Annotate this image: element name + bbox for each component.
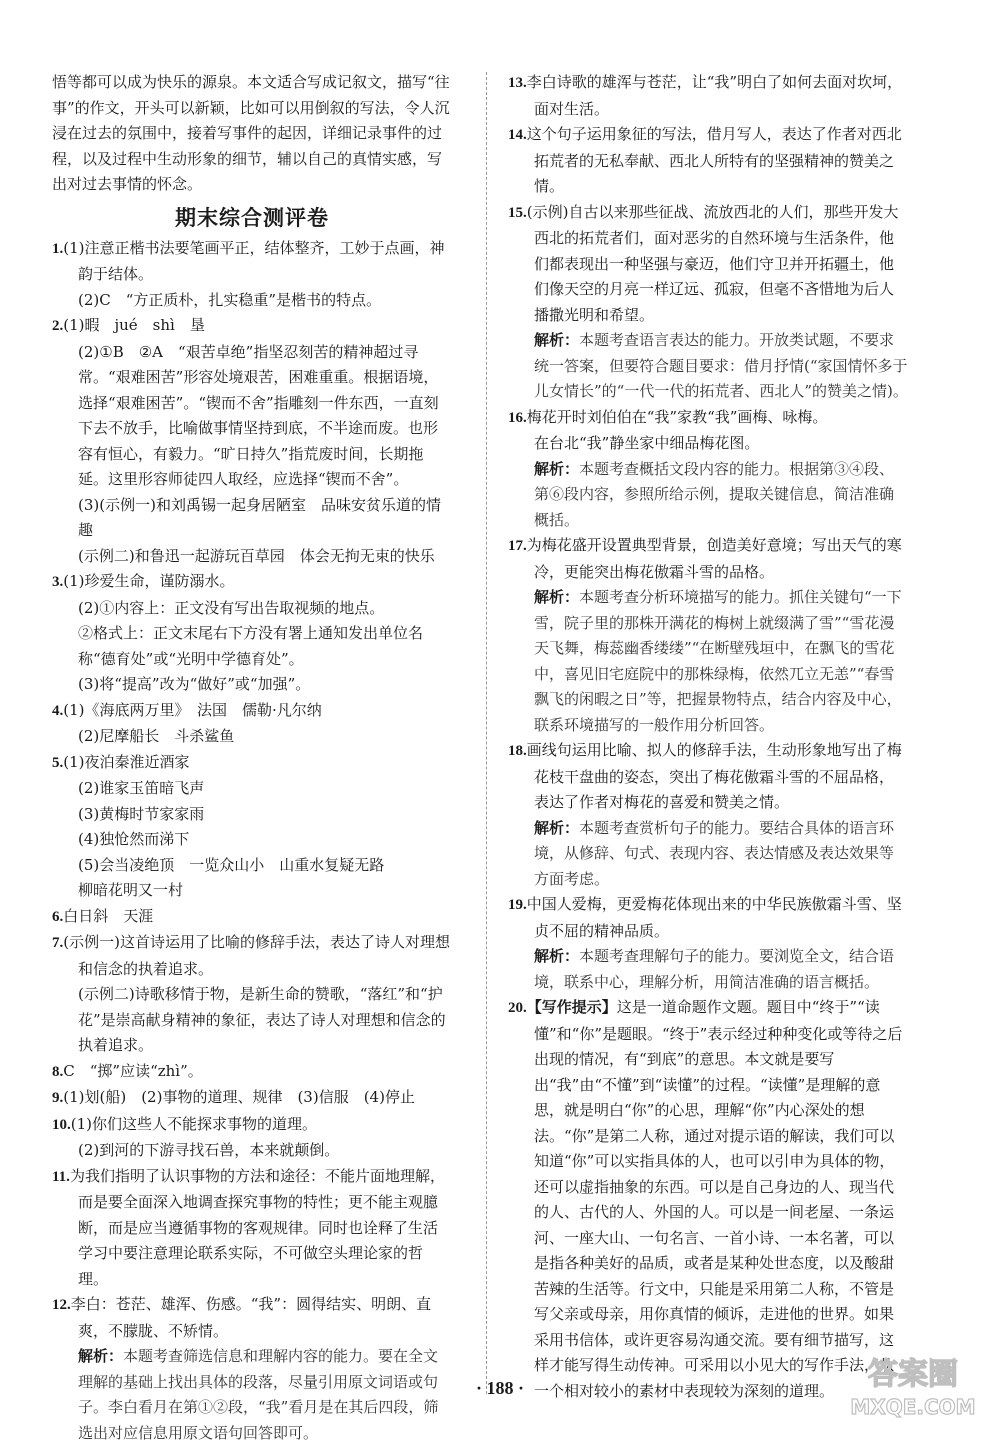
q16-part-2: 在台北“我”静坐家中细品梅花图。 [534, 434, 760, 452]
q7-part-1: (示例一)这首诗运用了比喻的修辞手法，表达了诗人对理想和信念的执着追求。 [63, 933, 450, 978]
q15-number: 15. [508, 204, 527, 221]
q1-part-2: (2)C “方正质朴，扎实稳重”是楷书的特点。 [78, 290, 382, 309]
section-title: 期末综合测评卷 [175, 205, 329, 230]
q12-explanation-label: 解析： [78, 1347, 124, 1365]
q16-explanation-label: 解析： [534, 459, 580, 478]
column-divider [486, 72, 487, 1394]
q5-part-4: (4)独怆然而涕下 [78, 830, 190, 848]
question-20 [508, 995, 908, 1404]
page-number: · 188 · [475, 1378, 524, 1398]
q16-number: 16. [508, 409, 527, 426]
q16-part-1: 梅花开时刘伯伯在“我”家教“我”画梅、咏梅。 [526, 407, 828, 426]
question-17 [508, 533, 908, 585]
q18-number: 18. [508, 743, 527, 759]
q7-part-2: (示例二)诗歌移情于物，是新生命的赞歌，“落红”和“护花”是崇高献身精神的象征，表达了诗人对理想和信念的执着追求。 [78, 985, 446, 1054]
question-11 [52, 1164, 452, 1293]
q17-explanation-text: 本题考查分析环境描写的能力。抓住关键句“一下雪，院子里的那株开满花的梅树上就缀满了雪”“雪花漫天飞舞，梅蕊幽香缕缕”“在断壁残垣中，在飘飞的雪花中，喜见旧宅庭院中的那株绿梅，依然兀立无恙”“春雪飘飞的闲暇之日”等，把握景物特点，结合内容及中心，联系环境描写的一般作用分析回答。 [534, 588, 902, 734]
q16-explanation [508, 457, 908, 534]
q17-number: 17. [508, 538, 527, 554]
q17-explanation-label: 解析： [534, 588, 580, 606]
question-15 [508, 200, 908, 329]
q18-explanation [508, 816, 908, 893]
question-7 [52, 930, 452, 982]
q13-answer: 李白诗歌的雄浑与苍茫，让“我”明白了如何去面对坎坷，面对生活。 [526, 73, 903, 118]
q20-writing-tip-tag: 【写作提示】 [526, 998, 617, 1016]
q5-part-6: 柳暗花明又一村 [78, 881, 184, 899]
q2-part-3: (3)(示例一)和刘禹锡一起身居陋室 品味安贫乐道的情趣 [78, 495, 441, 539]
watermark-bottom-text: MXQE.COM [850, 1395, 976, 1419]
q8-number: 8. [52, 1063, 64, 1080]
q6-answer: 白日斜 天涯 [63, 906, 154, 925]
question-1 [52, 236, 452, 288]
watermark-top-text: 答案圈 [868, 1357, 958, 1392]
question-5 [52, 750, 452, 777]
q3-part-3: ②格式上：正文末尾右下方没有署上通知发出单位名称“德育处”或“光明中学德育处”。 [78, 624, 424, 668]
q15-explanation-label: 解析： [534, 331, 580, 349]
q5-part-2: (2)谁家玉笛暗飞声 [78, 779, 205, 797]
question-8 [52, 1059, 452, 1086]
q19-answer: 中国人爱梅，更爱梅花体现出来的中华民族傲霜斗雪、坚贞不屈的精神品质。 [526, 895, 902, 940]
q3-number: 3. [52, 574, 64, 590]
q7-number: 7. [52, 935, 64, 951]
q1-part-1: (1)注意正楷书法要笔画平正，结体整齐，工妙于点画，神韵于结体。 [63, 238, 445, 283]
q10-part-2: (2)到河的下游寻找石兽，本来就颠倒。 [78, 1141, 340, 1159]
q1-number: 1. [52, 240, 64, 257]
q11-number: 11. [52, 1168, 70, 1185]
q10-part-1: (1)你们这些人不能探求事物的道理。 [70, 1114, 317, 1133]
q5-part-3: (3)黄梅时节家家雨 [78, 804, 205, 823]
question-10 [52, 1112, 452, 1139]
q6-number: 6. [52, 908, 64, 925]
question-13 [508, 70, 908, 122]
q16-explanation-text: 本题考查概括文段内容的能力。根据第③④段、第⑥段内容，参照所给示例，提取关键信息，简洁准确概括。 [534, 459, 895, 529]
q9-number: 9. [52, 1090, 64, 1106]
q17-explanation [508, 585, 908, 738]
q15-explanation-text: 本题考查语言表达的能力。开放类试题，不要求统一答案，但要符合题目要求：借月抒情(“家国情怀多于儿女情长”的“一代一代的拓荒者、西北人”的赞美之情)。 [534, 331, 908, 400]
question-2 [52, 313, 452, 340]
q20-number: 20. [508, 1000, 527, 1016]
question-19 [508, 892, 908, 944]
question-16 [508, 405, 908, 432]
right-column [508, 70, 908, 1404]
q15-answer: (示例)自古以来那些征战、流放西北的人们，那些开发大西北的拓荒者们，面对恶劣的自然环境与生活条件，他们都表现出一种坚强与豪迈，他们守卫并开拓疆土，他们像天空的月亮一样辽远、孤寂，但毫不吝惜地为后人播撒光明和希望。 [526, 202, 899, 324]
q3-part-1: (1)珍爱生命，谨防溺水。 [63, 572, 235, 590]
q2-number: 2. [52, 318, 64, 334]
q14-number: 14. [508, 127, 527, 143]
q12-number: 12. [52, 1297, 71, 1313]
question-4 [52, 698, 452, 725]
q19-explanation-label: 解析： [534, 947, 580, 965]
question-6 [52, 904, 452, 931]
q14-answer: 这个句子运用象征的写法，借月写人，表达了作者对西北拓荒者的无私奉献、西北人所特有的坚强精神的赞美之情。 [526, 125, 902, 195]
q13-number: 13. [508, 75, 527, 91]
q18-explanation-label: 解析： [534, 818, 580, 837]
q2-part-2: (2)①B ②A “艰苦卓绝”指坚忍刻苦的精神超过寻常。“艰难困苦”形容处境艰苦，困难重重。根据语境，选择“艰难困苦”。“锲而不舍”指雕刻一件东西，一直刻下去不放手，比喻做事情坚持到底，不半途而废。也形容有恒心，有毅力。“旷日持久”指荒废时间，长期拖延。这里形容师徒四人取经，应选择“锲而不舍”。 [78, 342, 439, 488]
intro-paragraph: 悟等都可以成为快乐的源泉。本文适合写成记叙文，描写“往事”的作文，开头可以新颖，比如可以用倒叙的写法，令人沉浸在过去的氛围中，接着写事件的起因，详细记录事件的过程，以及过程中生动形象的细节，辅以自己的真情实感，写出对过去事情的怀念。 [52, 73, 450, 193]
left-column [52, 70, 452, 1446]
q3-part-4: (3)将“提高”改为“做好”或“加强”。 [78, 675, 311, 693]
q5-number: 5. [52, 754, 64, 771]
question-3 [52, 569, 452, 596]
q3-part-2: (2)①内容上：正文没有写出告取视频的地点。 [78, 598, 385, 617]
question-9 [52, 1085, 452, 1112]
q9-answer: (1)划(船) (2)事物的道理、规律 (3)信服 (4)停止 [63, 1088, 415, 1106]
q19-explanation [508, 944, 908, 995]
q10-number: 10. [52, 1116, 71, 1133]
question-14 [508, 122, 908, 200]
q17-answer: 为梅花盛开设置典型背景，创造美好意境；写出天气的寒冷，更能突出梅花傲霜斗雪的品格。 [526, 536, 902, 581]
watermark-logo [838, 1348, 988, 1423]
q5-part-1: (1)夜泊秦淮近酒家 [63, 752, 190, 771]
q4-part-2: (2)尼摩船长 斗杀鲨鱼 [78, 727, 235, 745]
q12-answer: 李白：苍茫、雄浑、伤感。“我”：圆得结实、明朗、直爽，不朦胧、不矫情。 [70, 1295, 432, 1340]
q18-answer: 画线句运用比喻、拟人的修辞手法，生动形象地写出了梅花枝干盘曲的姿态，突出了梅花傲霜斗雪的不屈品格，表达了作者对梅花的喜爱和赞美之情。 [526, 741, 902, 811]
q19-explanation-text: 本题考查理解句子的能力。要浏览全文，结合语境，联系中心，理解分析，用简洁准确的语言概括。 [534, 947, 895, 991]
q20-answer: 这是一道命题作文题。题目中“终于”“读懂”和“你”是题眼。“终于”表示经过种种变化或等待之后出现的情况，有“到底”的意思。本文就是要写出“我”由“不懂”到“读懂”的过程。“读懂”是理解的意思，就是明白“你”的心思，理解“你”内心深处的想法。“你”是第二人称，通过对提示语的解读，我们可以知道“你”可以实指具体的人，也可以引申为具体的物，还可以虚指抽象的东西。可以是自己身边的人、现当代的人、古代的人、外国的人。可以是一间老屋、一条运河、一座大山、一句名言、一首小诗、一本名著，可以是指各种美好的品质，或者是某种处世态度，以及酸甜苦辣的生活等。行文中，只能是采用第二人称，不管是写父亲或母亲，用你真情的倾诉，走进他的世界。如果采用书信体，或许更容易沟通交流。要有细节描写，这样才能写得生动传神。可采用以小见大的写作手法，从一个相对较小的素材中表现较为深刻的道理。 [534, 998, 903, 1400]
q4-number: 4. [52, 702, 64, 719]
q2-part-1: (1)暇 jué shì 垦 [63, 316, 205, 334]
q4-part-1: (1)《海底两万里》 法国 儒勒·凡尔纳 [63, 700, 322, 719]
q5-part-5: (5)会当凌绝顶 一览众山小 山重水复疑无路 [78, 855, 385, 874]
q2-part-4: (示例二)和鲁迅一起游玩百草园 体会无拘无束的快乐 [78, 546, 435, 565]
q19-number: 19. [508, 897, 527, 913]
q8-answer: C “掷”应读“zhì”。 [63, 1061, 203, 1080]
q15-explanation [508, 328, 908, 405]
q12-explanation-text: 本题考查筛选信息和理解内容的能力。要在全文理解的基础上找出具体的段落，尽量引用原文词语或句子。李白看月在第①②段，“我”看月是在其后四段，筛选出对应信息用原文语句回答即可。 [78, 1347, 439, 1442]
question-18 [508, 738, 908, 816]
q18-explanation-text: 本题考查赏析句子的能力。要结合具体的语言环境，从修辞、句式、表现内容、表达情感及表达效果等方面考虑。 [534, 818, 895, 888]
q11-answer: 为我们指明了认识事物的方法和途径：不能片面地理解，而是要全面深入地调查探究事物的特性；更不能主观臆断，而是应当遵循事物的客观规律。同时也诠释了生活学习中要注意理论联系实际，不可做空头理论家的哲理。 [69, 1166, 445, 1288]
question-12 [52, 1292, 452, 1344]
